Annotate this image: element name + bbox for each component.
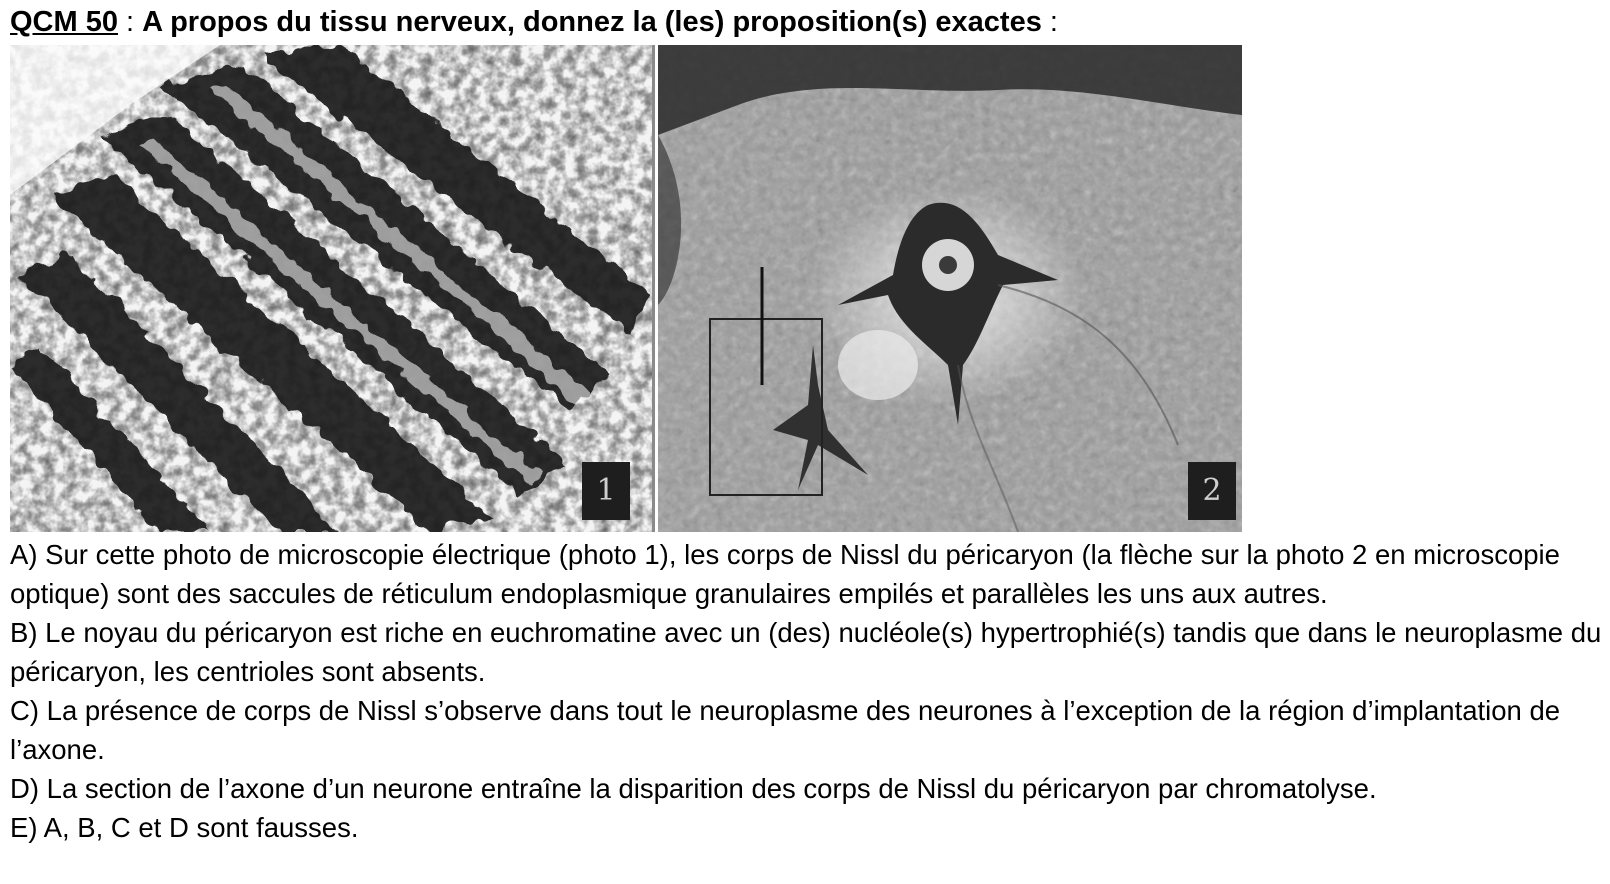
light-micrograph-photo-2 [658, 45, 1242, 532]
question-number: QCM 50 [10, 6, 118, 38]
light-micrograph-image [658, 45, 1242, 532]
photo-1-label: 1 [582, 462, 630, 520]
option-d: D) La section de l’axone d’un neurone entraîne la disparition des corps de Nissl du péricaryon par chromatolyse. [10, 773, 1377, 804]
photo-2-label: 2 [1188, 462, 1236, 520]
question-header [10, 4, 1058, 40]
question-colon: : [117, 6, 143, 38]
electron-micrograph-image [10, 45, 652, 532]
option-c: C) La présence de corps de Nissl s’observe dans tout le neuroplasme des neurones à l’exception de la région d’implantation de l’axone. [10, 695, 1561, 765]
electron-micrograph-photo-1 [10, 45, 655, 532]
answer-options [10, 535, 1605, 847]
option-e: E) A, B, C et D sont fausses. [10, 812, 359, 843]
micrograph-figure [10, 45, 1242, 532]
question-title: A propos du tissu nerveux, donnez la (les) proposition(s) exactes [142, 6, 1042, 38]
option-b: B) Le noyau du péricaryon est riche en euchromatine avec un (des) nucléole(s) hypertrophié(s) tandis que dans le neuroplasme du péricaryon, les centrioles sont absents. [10, 617, 1602, 687]
option-a: A) Sur cette photo de microscopie électrique (photo 1), les corps de Nissl du péricaryon (la flèche sur la photo 2 en microscopie optique) sont des saccules de réticulum endoplasmique granulaires empilés et parallèles les uns aux autres. [10, 539, 1560, 609]
question-trailing-colon: : [1041, 6, 1058, 38]
